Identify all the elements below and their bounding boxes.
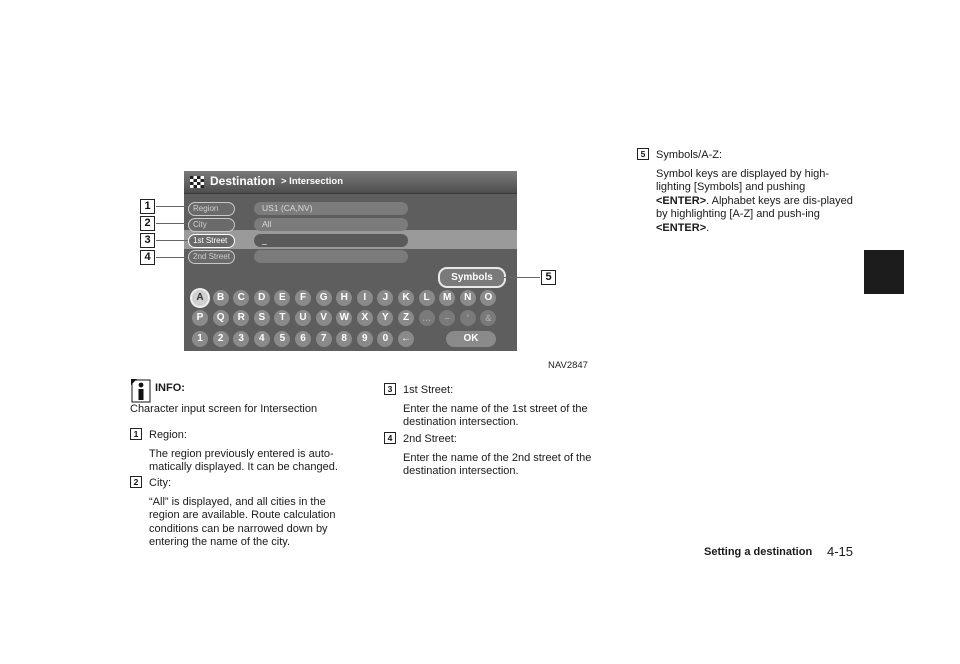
leader-line-2 — [156, 223, 188, 224]
enter-key-term: <ENTER> — [656, 221, 707, 234]
item-symbols — [637, 148, 855, 235]
nav-screen-figure — [184, 171, 517, 351]
key-1-2[interactable]: R — [233, 310, 249, 326]
screen-subtitle: > Intersection — [281, 176, 344, 187]
item-second-street — [384, 432, 604, 479]
key-2-9[interactable]: 0 — [377, 331, 393, 347]
item-callout-1: 1 — [130, 428, 142, 440]
key-2-8[interactable]: 9 — [357, 331, 373, 347]
key-1-4[interactable]: T — [274, 310, 290, 326]
region-label[interactable]: Region — [188, 202, 235, 216]
key-2-7[interactable]: 8 — [336, 331, 352, 347]
second-street-label[interactable]: 2nd Street — [188, 250, 235, 264]
key-0-8[interactable]: I — [357, 290, 373, 306]
leader-line-3 — [156, 240, 188, 241]
key-0-6[interactable]: G — [316, 290, 332, 306]
item-title-second-street: 2nd Street: — [403, 433, 457, 445]
key-2-10[interactable]: ← — [398, 331, 414, 347]
key-1-13[interactable]: ' — [460, 310, 476, 326]
item-title-first-street: 1st Street: — [403, 384, 454, 396]
item-body-region: The region previously entered is auto-matically displayed. It can be changed. — [149, 447, 338, 473]
key-1-9[interactable]: Y — [377, 310, 393, 326]
info-caption: Character input screen for Intersection — [130, 403, 318, 415]
item-first-street — [384, 383, 604, 430]
leader-line-5 — [504, 277, 540, 278]
region-value: US1 (CA,NV) — [254, 202, 408, 215]
key-0-12[interactable]: M — [439, 290, 455, 306]
checkered-flag-icon — [190, 176, 204, 188]
item-region — [130, 428, 350, 475]
first-street-label[interactable]: 1st Street — [188, 234, 235, 248]
item-body-symbols: Symbol keys are displayed by high-lighting [Symbols] and pushing <ENTER>. Alphabet keys are dis-played by highlighting [A-Z] and push-ing <ENTER>. — [656, 167, 853, 234]
item-callout-5: 5 — [637, 148, 649, 160]
info-label: INFO: — [155, 382, 185, 394]
footer-section-title: Setting a destination — [704, 546, 813, 558]
city-value: All — [254, 218, 408, 231]
screen-header — [184, 171, 517, 194]
key-0-4[interactable]: E — [274, 290, 290, 306]
key-1-12[interactable]: – — [439, 310, 455, 326]
leader-line-4 — [156, 257, 188, 258]
key-0-5[interactable]: F — [295, 290, 311, 306]
key-2-3[interactable]: 4 — [254, 331, 270, 347]
item-body-second-street: Enter the name of the 2nd street of the destination intersection. — [403, 451, 592, 477]
section-tab-marker — [864, 250, 904, 294]
callout-3: 3 — [140, 233, 155, 248]
first-street-input[interactable]: _ — [254, 234, 408, 247]
info-icon — [130, 379, 152, 403]
key-2-2[interactable]: 3 — [233, 331, 249, 347]
leader-line-1 — [156, 206, 188, 207]
key-0-1[interactable]: B — [213, 290, 229, 306]
item-city — [130, 476, 350, 550]
figure-code: NAV2847 — [548, 360, 588, 371]
symbols-button[interactable]: Symbols — [438, 267, 506, 288]
key-1-5[interactable]: U — [295, 310, 311, 326]
key-2-5[interactable]: 6 — [295, 331, 311, 347]
key-1-7[interactable]: W — [336, 310, 352, 326]
key-1-11[interactable]: … — [419, 310, 435, 326]
item-title-symbols: Symbols/A-Z: — [656, 149, 723, 161]
item-body-first-street: Enter the name of the 1st street of the destination intersection. — [403, 402, 588, 428]
callout-1: 1 — [140, 199, 155, 214]
second-street-value — [254, 250, 408, 263]
key-1-6[interactable]: V — [316, 310, 332, 326]
key-1-0[interactable]: P — [192, 310, 208, 326]
enter-key-term: <ENTER> — [656, 194, 707, 207]
key-0-10[interactable]: K — [398, 290, 414, 306]
key-1-3[interactable]: S — [254, 310, 270, 326]
key-2-0[interactable]: 1 — [192, 331, 208, 347]
item-callout-3: 3 — [384, 383, 396, 395]
callout-4: 4 — [140, 250, 155, 265]
item-body-city: “All” is displayed, and all cities in the region are available. Route calculation conditions can be narrowed down by entering the name of the city. — [149, 495, 336, 548]
city-label[interactable]: City — [188, 218, 235, 232]
key-1-10[interactable]: Z — [398, 310, 414, 326]
key-0-9[interactable]: J — [377, 290, 393, 306]
screen-title: Destination — [210, 174, 276, 188]
key-1-8[interactable]: X — [357, 310, 373, 326]
item-title-city: City: — [149, 477, 171, 489]
ok-key[interactable]: OK — [446, 331, 496, 347]
key-0-14[interactable]: O — [480, 290, 496, 306]
key-0-13[interactable]: N — [460, 290, 476, 306]
key-2-6[interactable]: 7 — [316, 331, 332, 347]
page-number: 4-15 — [827, 544, 854, 559]
callout-2: 2 — [140, 216, 155, 231]
key-1-1[interactable]: Q — [213, 310, 229, 326]
key-0-11[interactable]: L — [419, 290, 435, 306]
callout-5: 5 — [541, 270, 556, 285]
item-callout-4: 4 — [384, 432, 396, 444]
key-0-3[interactable]: D — [254, 290, 270, 306]
item-callout-2: 2 — [130, 476, 142, 488]
key-2-4[interactable]: 5 — [274, 331, 290, 347]
key-2-1[interactable]: 2 — [213, 331, 229, 347]
key-0-2[interactable]: C — [233, 290, 249, 306]
key-0-0[interactable]: A — [192, 290, 208, 306]
key-0-7[interactable]: H — [336, 290, 352, 306]
item-title-region: Region: — [149, 429, 187, 441]
key-1-14[interactable]: & — [480, 310, 496, 326]
